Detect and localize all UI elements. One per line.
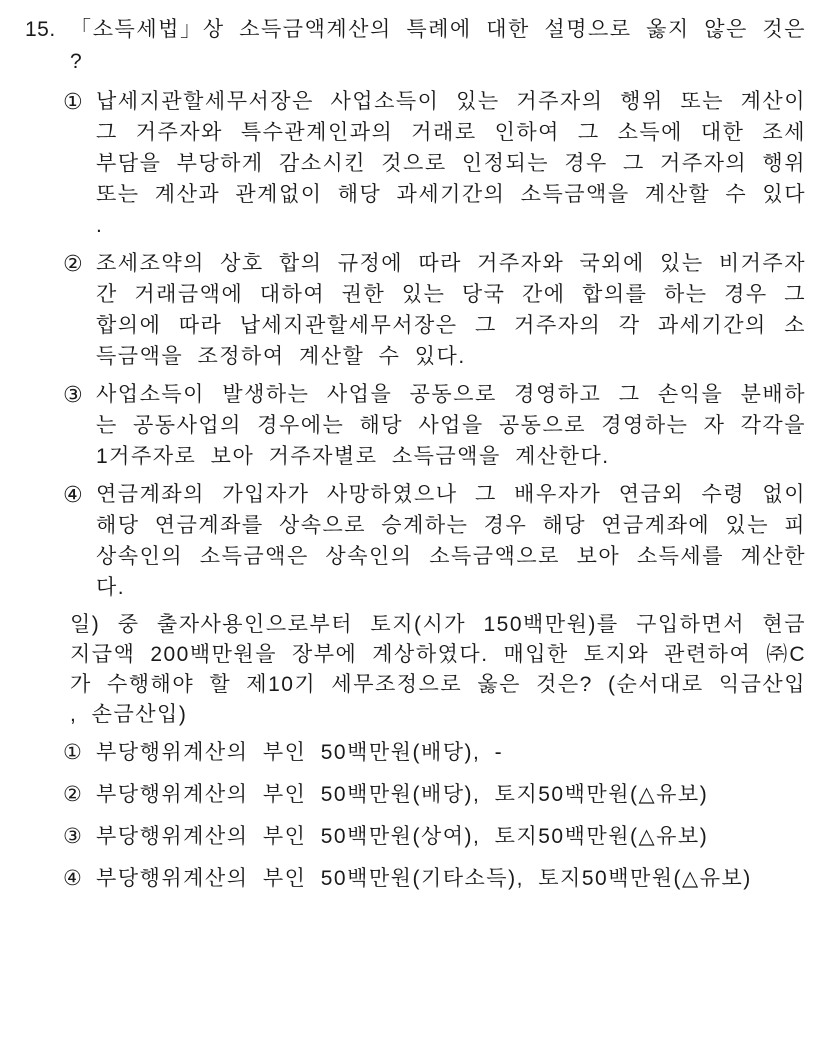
fragment-option-3	[0, 824, 826, 850]
question-15-stem-row	[0, 14, 826, 78]
option-3-text: 사업소득이 발생하는 사업을 공동으로 경영하고 그 손익을 분배하는 공동사업의 경우에는 해당 사업을 공동으로 경영하는 자 각각을 1거주자로 보아 거주자별로 소득금액을 계산한다.	[96, 383, 806, 468]
option-4-marker: ④	[63, 482, 83, 507]
option-1-text: 부당행위계산의 부인 50백만원(배당), -	[96, 741, 504, 764]
option-3-marker: ③	[63, 382, 83, 407]
option-4-marker: ④	[63, 867, 82, 890]
option-4-text: 부당행위계산의 부인 50백만원(기타소득), 토지50백만원(△유보)	[96, 867, 752, 890]
question-fragment	[0, 610, 826, 892]
q15-option-4	[0, 479, 826, 603]
exam-page	[0, 14, 826, 892]
option-2-text: 조세조약의 상호 합의 규정에 따라 거주자와 국외에 있는 비거주자 간 거래금액에 대하여 권한 있는 당국 간에 합의를 하는 경우 그 합의에 따라 납세지관할세무서장은 그 거주자의 각 과세기간의 소득금액을 조정하여 계산할 수 있다.	[96, 252, 806, 368]
fragment-option-1	[0, 740, 826, 766]
q15-option-3	[0, 379, 826, 472]
option-2-text: 부당행위계산의 부인 50백만원(배당), 토지50백만원(△유보)	[96, 783, 709, 806]
option-3-text: 부당행위계산의 부인 50백만원(상여), 토지50백만원(△유보)	[96, 825, 709, 848]
option-1-text: 납세지관할세무서장은 사업소득이 있는 거주자의 행위 또는 계산이 그 거주자와 특수관계인과의 거래로 인하여 그 소득에 대한 조세 부담을 부당하게 감소시킨 것으로 인정되는 경우 그 거주자의 행위 또는 계산과 관계없이 해당 과세기간의 소득금액을 계산할 수 있다.	[96, 90, 806, 237]
option-4-text: 연금계좌의 가입자가 사망하였으나 그 배우자가 연금외 수령 없이 해당 연금계좌를 상속으로 승계하는 경우 해당 연금계좌에 있는 피상속인의 소득금액은 상속인의 소득금액으로 보아 소득세를 계산한다.	[96, 483, 806, 599]
fragment-option-4	[0, 866, 826, 892]
q15-option-2	[0, 248, 826, 372]
option-2-marker: ②	[63, 251, 83, 276]
q15-option-1	[0, 86, 826, 241]
fragment-stem: 일) 중 출자사용인으로부터 토지(시가 150백만원)를 구입하면서 현금 지급액 200백만원을 장부에 계상하였다. 매입한 토지와 관련하여 ㈜C가 수행해야 할 제10기 세무조정으로 옳은 것은? (순서대로 익금산입, 손금산입)	[70, 613, 806, 726]
option-1-marker: ①	[63, 741, 82, 764]
question-stem: 「소득세법」상 소득금액계산의 특례에 대한 설명으로 옳지 않은 것은?	[70, 18, 806, 73]
option-3-marker: ③	[63, 825, 82, 848]
question-number: 15.	[25, 18, 56, 41]
option-1-marker: ①	[63, 89, 83, 114]
question-15	[0, 14, 826, 603]
option-2-marker: ②	[63, 783, 82, 806]
fragment-option-2	[0, 782, 826, 808]
